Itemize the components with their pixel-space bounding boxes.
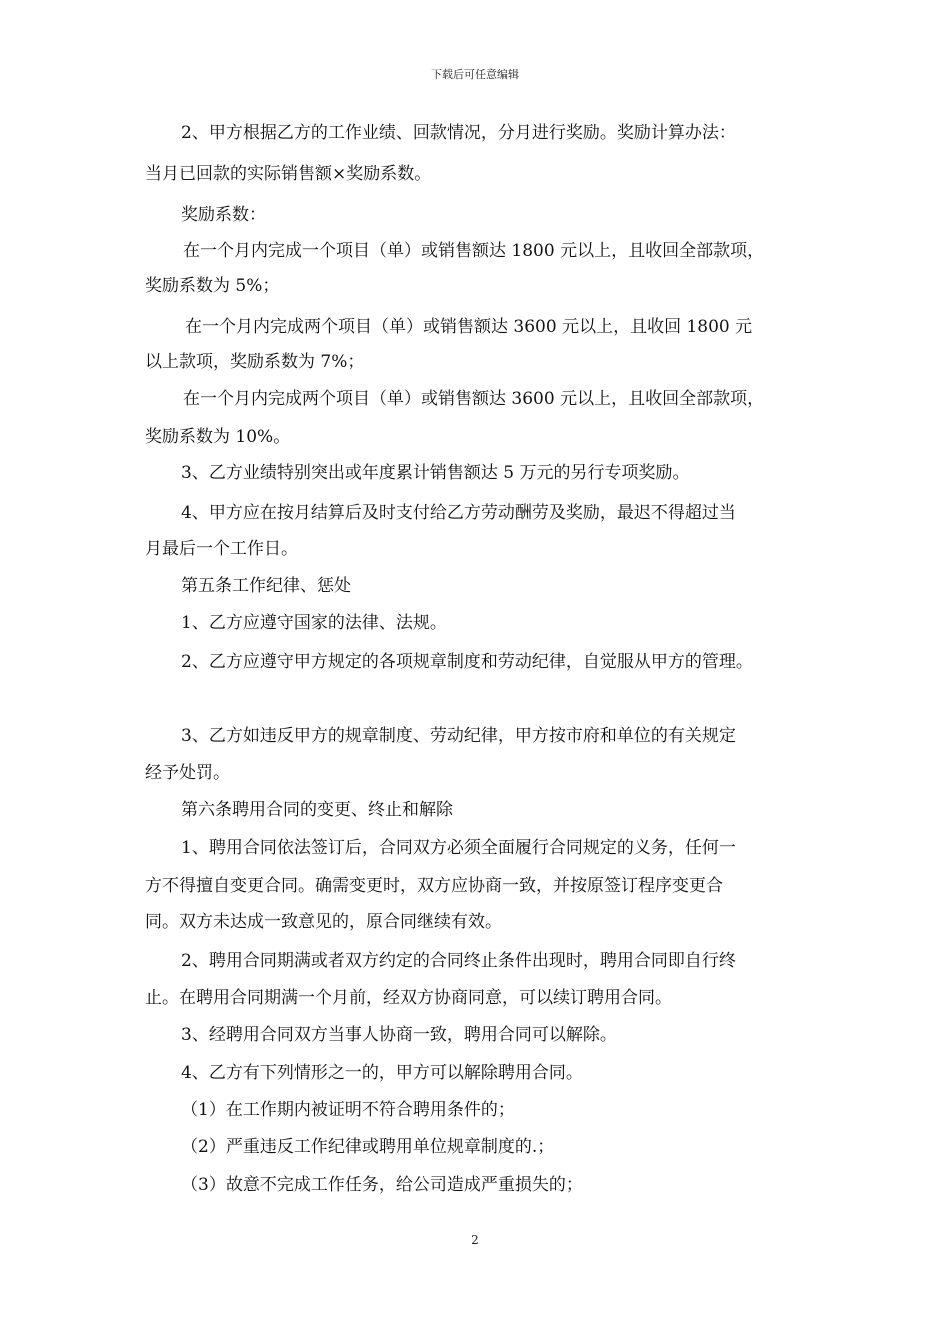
- list-item: （2）严重违反工作纪律或聘用单位规章制度的.；: [181, 1137, 555, 1157]
- text-line: 以上款项，奖励系数为 7%；: [145, 352, 365, 372]
- text-line: 奖励系数：: [181, 205, 266, 225]
- text-line: 月最后一个工作日。: [145, 539, 298, 559]
- text-line: 2、乙方应遵守甲方规定的各项规章制度和劳动纪律，自觉服从甲方的管理。: [181, 652, 753, 672]
- text-line: 奖励系数为 5%；: [145, 276, 280, 296]
- text-line: 在一个月内完成两个项目（单）或销售额达 3600 元以上，且收回 1800 元: [185, 317, 753, 337]
- text-line: 在一个月内完成一个项目（单）或销售额达 1800 元以上，且收回全部款项，: [183, 241, 765, 261]
- text-line: 经予处罚。: [145, 763, 230, 783]
- text-line: 4、乙方有下列情形之一的，甲方可以解除聘用合同。: [181, 1063, 583, 1083]
- text-line: 方不得擅自变更合同。确需变更时，双方应协商一致，并按原签订程序变更合: [145, 876, 723, 896]
- text-line: 2、甲方根据乙方的工作业绩、回款情况，分月进行奖励。奖励计算办法：: [181, 123, 736, 143]
- text-line: 奖励系数为 10%。: [145, 427, 291, 447]
- text-line: 同。双方未达成一致意见的，原合同继续有效。: [145, 912, 502, 932]
- text-line: 止。在聘用合同期满一个月前，经双方协商同意，可以续订聘用合同。: [145, 988, 672, 1008]
- text-line: 4、甲方应在按月结算后及时支付给乙方劳动酬劳及奖励，最迟不得超过当: [181, 503, 736, 523]
- text-line: 3、乙方业绩特别突出或年度累计销售额达 5 万元的另行专项奖励。: [181, 463, 690, 483]
- text-line: 3、乙方如违反甲方的规章制度、劳动纪律，甲方按市府和单位的有关规定: [181, 726, 736, 746]
- section-heading: 第五条工作纪律、惩处: [181, 576, 351, 596]
- list-item: （3）故意不完成工作任务，给公司造成严重损失的；: [181, 1175, 583, 1195]
- page-header: 下载后可任意编辑: [431, 68, 519, 81]
- text-line: 3、经聘用合同双方当事人协商一致，聘用合同可以解除。: [181, 1025, 617, 1045]
- text-line: 在一个月内完成两个项目（单）或销售额达 3600 元以上，且收回全部款项，: [183, 389, 765, 409]
- text-line: 1、聘用合同依法签订后，合同双方必须全面履行合同规定的义务，任何一: [181, 838, 736, 858]
- text-line: 2、聘用合同期满或者双方约定的合同终止条件出现时，聘用合同即自行终: [181, 951, 736, 971]
- section-heading: 第六条聘用合同的变更、终止和解除: [181, 800, 453, 820]
- list-item: （1）在工作期内被证明不符合聘用条件的；: [181, 1100, 515, 1120]
- page-number: 2: [471, 1233, 479, 1247]
- text-line: 当月已回款的实际销售额×奖励系数。: [145, 164, 432, 184]
- text-line: 1、乙方应遵守国家的法律、法规。: [181, 613, 447, 633]
